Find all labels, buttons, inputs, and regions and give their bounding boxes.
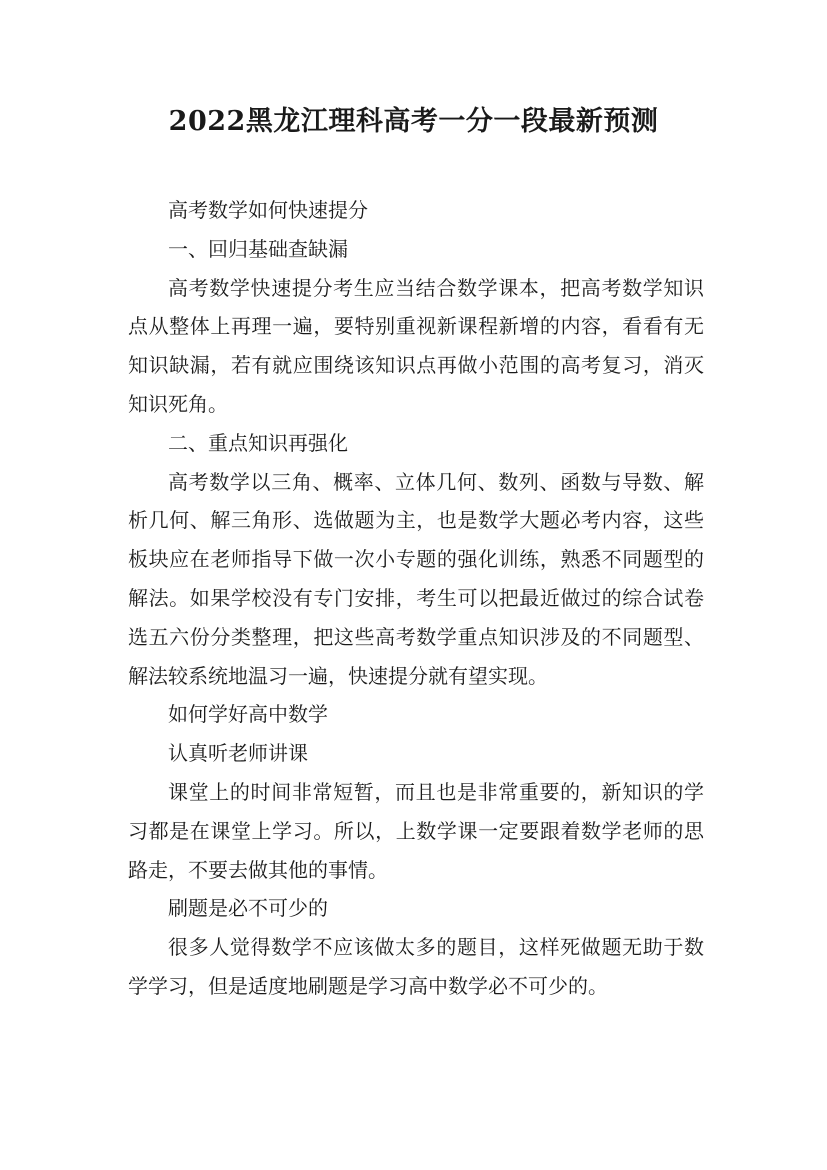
document-body (128, 191, 704, 1006)
document-title: 2022黑龙江理科高考一分一段最新预测 (168, 106, 659, 137)
paragraph: 一、回归基础查缺漏 (168, 236, 348, 261)
paragraph: 二、重点知识再强化 (168, 430, 348, 455)
paragraph: 认真听老师讲课 (168, 741, 308, 766)
paragraph: 高考数学以三角、概率、立体几何、数列、函数与导数、解析几何、解三角形、选做题为主，也是数学大题必考内容，这些板块应在老师指导下做一次小专题的强化训练，熟悉不同题型的解法。如果学校没有专门安排，考生可以把最近做过的综合试卷选五六份分类整理，把这些高考数学重点知识涉及的不同题型、解法较系统地温习一遍，快速提分就有望实现。 (128, 469, 704, 688)
paragraph: 如何学好高中数学 (168, 702, 328, 727)
paragraph: 高考数学如何快速提分 (168, 198, 368, 222)
paragraph: 很多人觉得数学不应该做太多的题目，这样死做题无助于数学学习，但是适度地刷题是学习高中数学必不可少的。 (128, 935, 704, 998)
paragraph: 课堂上的时间非常短暂，而且也是非常重要的，新知识的学习都是在课堂上学习。所以，上数学课一定要跟着数学老师的思路走，不要去做其他的事情。 (128, 779, 704, 882)
paragraph: 刷题是必不可少的 (168, 896, 328, 921)
paragraph: 高考数学快速提分考生应当结合数学课本，把高考数学知识点从整体上再理一遍，要特别重视新课程新增的内容，看看有无知识缺漏，若有就应围绕该知识点再做小范围的高考复习，消灭知识死角。 (128, 275, 704, 416)
